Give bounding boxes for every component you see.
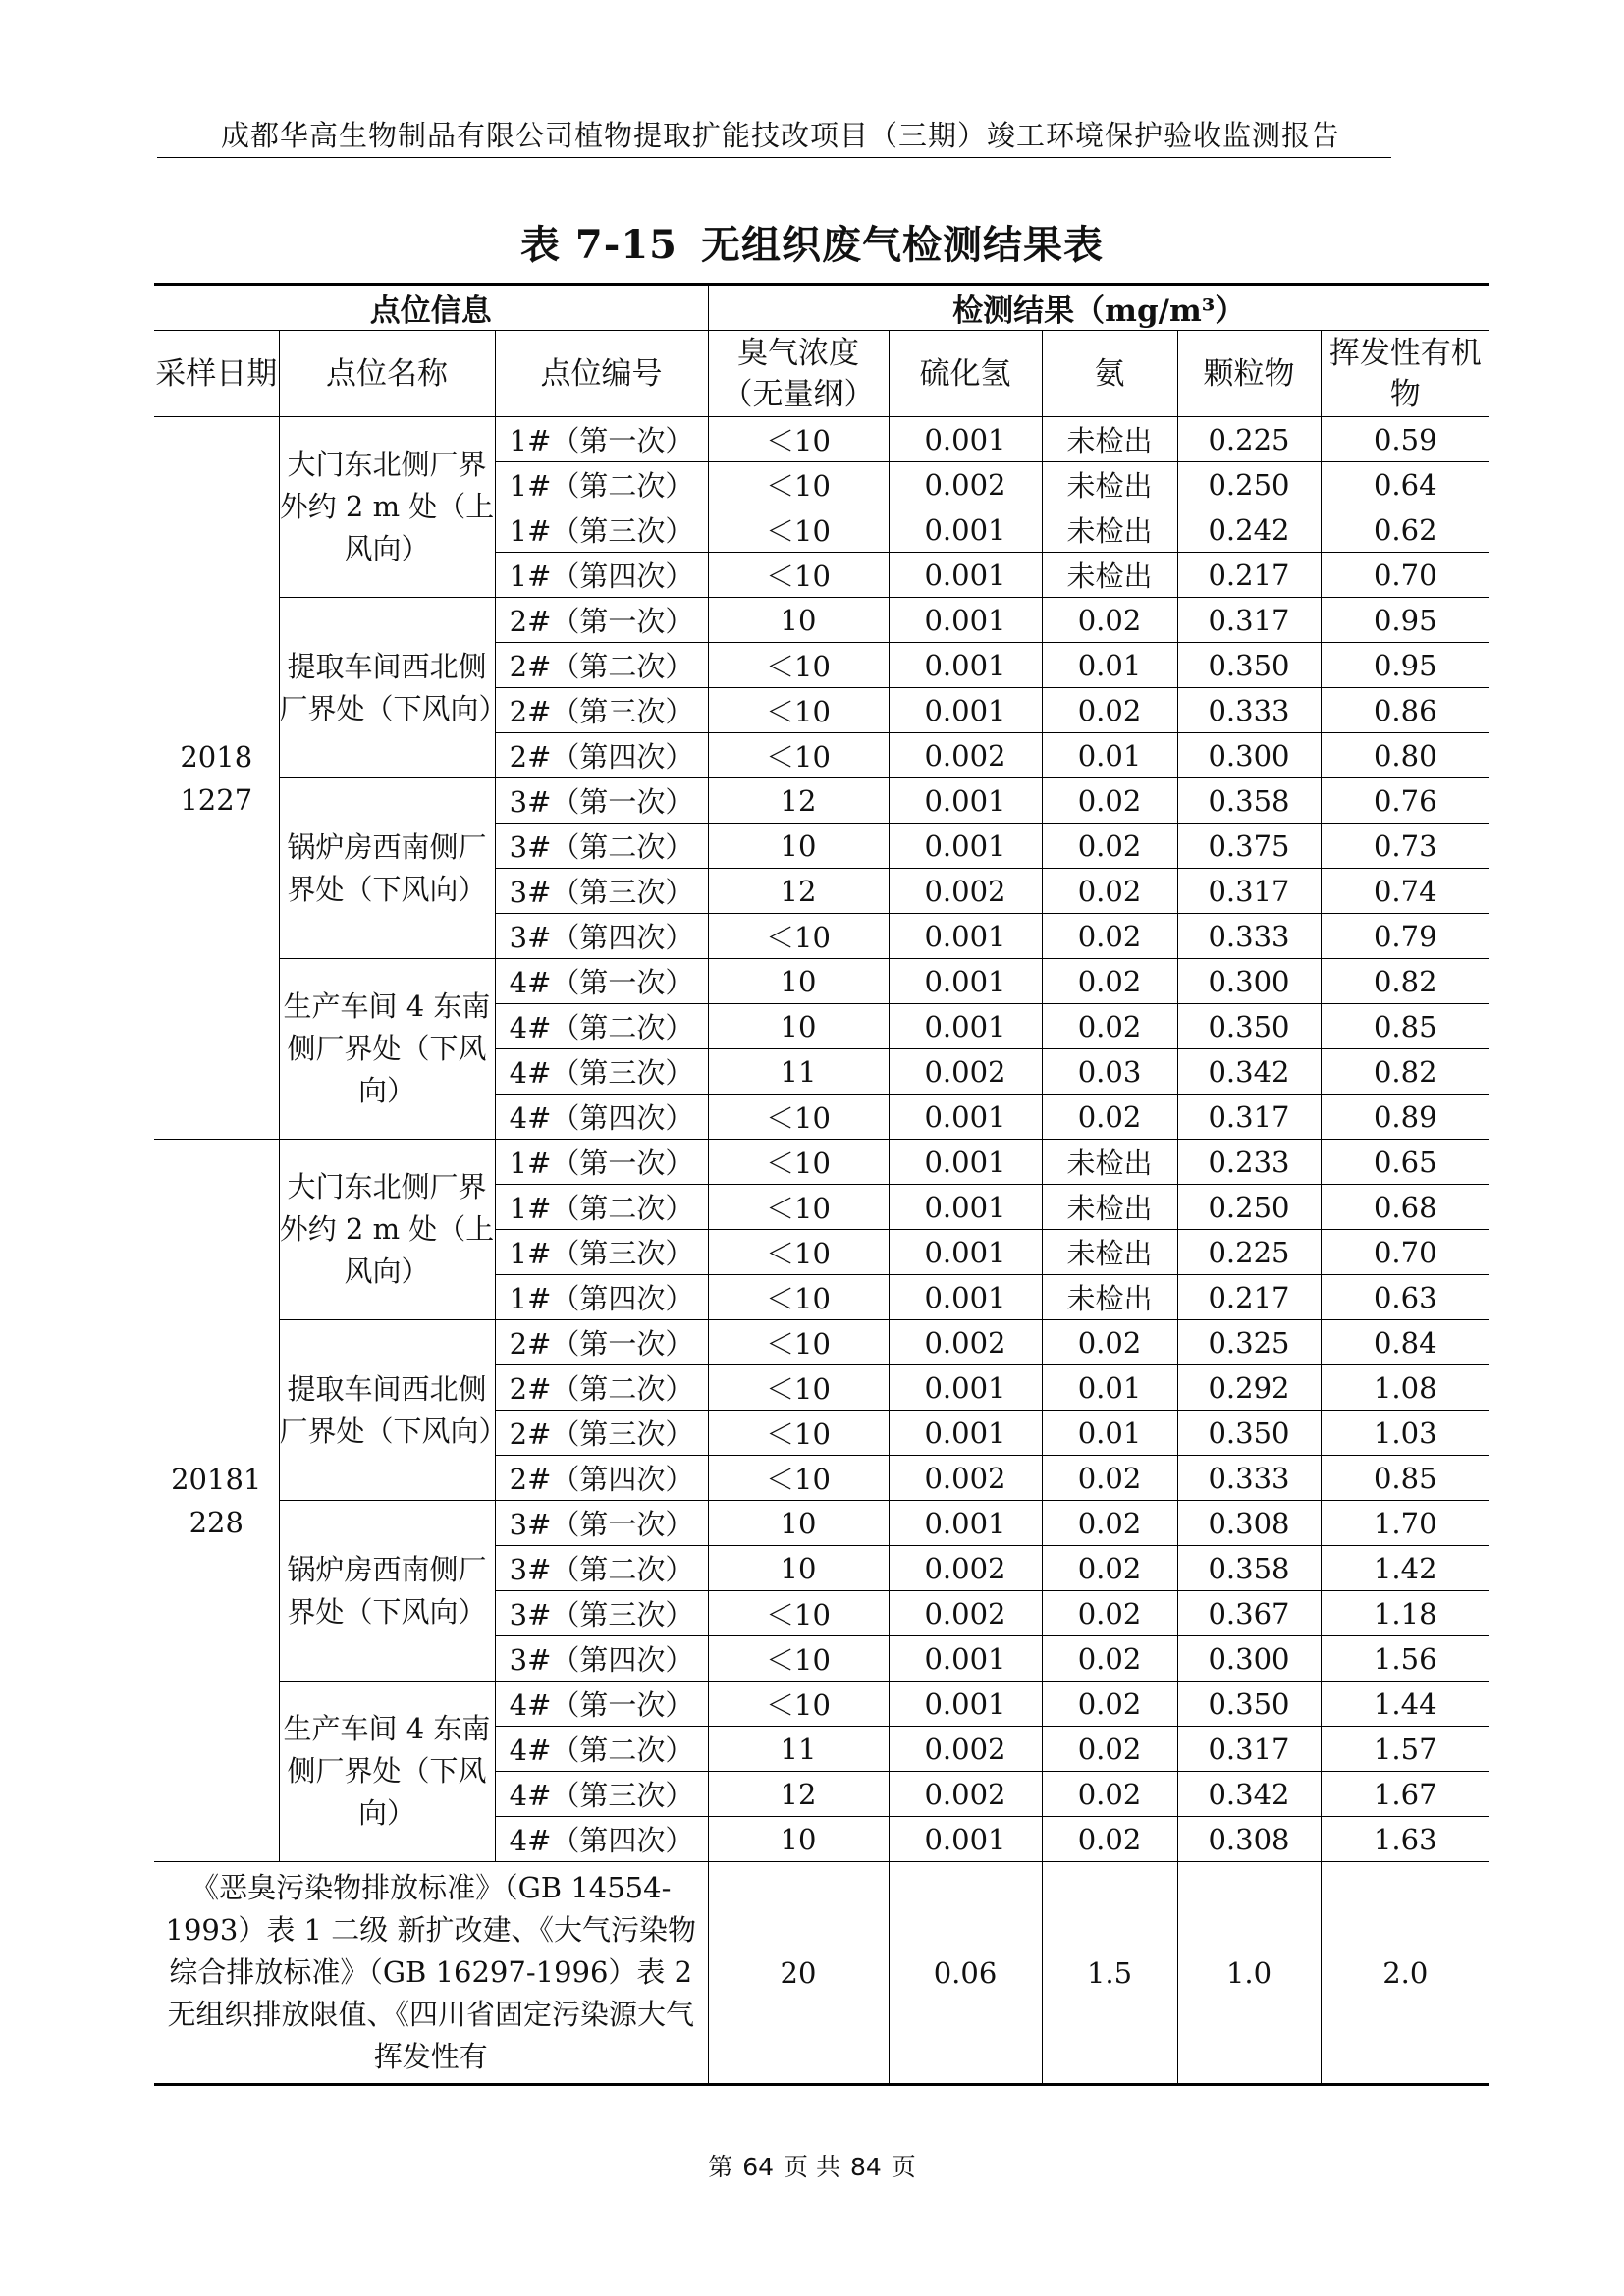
- particulate-cell: 0.333: [1177, 1456, 1321, 1501]
- date-column-header: 采样日期: [154, 331, 279, 417]
- site-code-cell: 3#（第二次）: [495, 1546, 708, 1591]
- odor-cell: ＜10: [708, 1411, 889, 1456]
- h2s-cell: 0.001: [889, 1004, 1042, 1049]
- voc-cell: 0.73: [1321, 824, 1489, 869]
- site-code-cell: 4#（第二次）: [495, 1004, 708, 1049]
- site-name-cell: 锅炉房西南侧厂界处（下风向）: [279, 778, 495, 959]
- particulate-cell: 0.250: [1177, 1185, 1321, 1230]
- voc-cell: 0.79: [1321, 914, 1489, 959]
- site-code-cell: 1#（第二次）: [495, 1185, 708, 1230]
- site-code-cell: 2#（第四次）: [495, 1456, 708, 1501]
- odor-cell: 10: [708, 598, 889, 643]
- voc-cell: 0.95: [1321, 598, 1489, 643]
- site-code-cell: 1#（第四次）: [495, 553, 708, 598]
- page-footer: [0, 2148, 1624, 2183]
- odor-cell: 10: [708, 1817, 889, 1862]
- voc-cell: 1.56: [1321, 1636, 1489, 1682]
- nh3-cell: 0.01: [1042, 643, 1177, 688]
- h2s-cell: 0.001: [889, 824, 1042, 869]
- odor-cell: ＜10: [708, 1140, 889, 1185]
- nh3-cell: 0.02: [1042, 1095, 1177, 1140]
- particulate-cell: 0.317: [1177, 1095, 1321, 1140]
- site-code-cell: 2#（第三次）: [495, 688, 708, 733]
- site-code-cell: 3#（第二次）: [495, 824, 708, 869]
- voc-cell: 0.95: [1321, 643, 1489, 688]
- odor-cell: 10: [708, 824, 889, 869]
- odor-cell: ＜10: [708, 1636, 889, 1682]
- voc-cell: 0.62: [1321, 507, 1489, 553]
- site-code-cell: 3#（第三次）: [495, 869, 708, 914]
- site-code-cell: 4#（第一次）: [495, 959, 708, 1004]
- h2s-cell: 0.001: [889, 1636, 1042, 1682]
- h2s-cell: 0.002: [889, 733, 1042, 778]
- odor-cell: ＜10: [708, 1320, 889, 1365]
- site-code-cell: 2#（第一次）: [495, 1320, 708, 1365]
- table-row: [154, 417, 1489, 462]
- running-header: 成都华高生物制品有限公司植物提取扩能技改项目（三期）竣工环境保护验收监测报告: [220, 119, 1340, 152]
- h2s-cell: 0.001: [889, 553, 1042, 598]
- particulate-cell: 0.317: [1177, 598, 1321, 643]
- h2s-cell: 0.001: [889, 1095, 1042, 1140]
- site-code-cell: 2#（第四次）: [495, 733, 708, 778]
- particulate-cell: 0.217: [1177, 1275, 1321, 1320]
- site-code-cell: 4#（第四次）: [495, 1817, 708, 1862]
- particulate-cell: 0.217: [1177, 553, 1321, 598]
- h2s-cell: 0.002: [889, 1320, 1042, 1365]
- particulate-cell: 0.317: [1177, 1727, 1321, 1772]
- h2s-cell: 0.001: [889, 1185, 1042, 1230]
- h2s-cell: 0.002: [889, 1727, 1042, 1772]
- particulate-cell: 0.308: [1177, 1501, 1321, 1546]
- h2s-cell: 0.002: [889, 1772, 1042, 1817]
- table-title: [0, 214, 1624, 270]
- nh3-cell: 0.02: [1042, 598, 1177, 643]
- sampling-date-cell: 20181 228: [154, 1140, 279, 1862]
- odor-cell: 10: [708, 959, 889, 1004]
- h2s-cell: 0.002: [889, 1049, 1042, 1095]
- voc-cell: 0.70: [1321, 1230, 1489, 1275]
- particulate-cell: 0.350: [1177, 1411, 1321, 1456]
- particulate-cell: 0.375: [1177, 824, 1321, 869]
- site-code-cell: 4#（第一次）: [495, 1682, 708, 1727]
- site-code-cell: 1#（第一次）: [495, 417, 708, 462]
- site-code-cell: 4#（第三次）: [495, 1772, 708, 1817]
- table-row: [154, 1682, 1489, 1727]
- site-code-cell: 4#（第四次）: [495, 1095, 708, 1140]
- odor-cell: ＜10: [708, 1365, 889, 1411]
- voc-cell: 1.03: [1321, 1411, 1489, 1456]
- h2s-cell: 0.001: [889, 417, 1042, 462]
- odor-cell: ＜10: [708, 1456, 889, 1501]
- nh3-cell: 0.02: [1042, 959, 1177, 1004]
- particulate-cell: 0.250: [1177, 462, 1321, 507]
- nh3-cell: 0.01: [1042, 1365, 1177, 1411]
- nh3-cell: 未检出: [1042, 1140, 1177, 1185]
- odor-cell: ＜10: [708, 1185, 889, 1230]
- voc-cell: 0.89: [1321, 1095, 1489, 1140]
- site-code-cell: 1#（第三次）: [495, 1230, 708, 1275]
- results-body: [154, 417, 1489, 1862]
- odor-cell: ＜10: [708, 553, 889, 598]
- footer-current-page: 64: [742, 2153, 775, 2181]
- h2s-cell: 0.001: [889, 959, 1042, 1004]
- voc-cell: 0.70: [1321, 553, 1489, 598]
- nh3-cell: 0.02: [1042, 1591, 1177, 1636]
- nh3-cell: 0.02: [1042, 1817, 1177, 1862]
- table-row: [154, 959, 1489, 1004]
- particulate-cell: 0.300: [1177, 1636, 1321, 1682]
- site-name-cell: 提取车间西北侧厂界处（下风向）: [279, 1320, 495, 1501]
- nh3-cell: 0.02: [1042, 1772, 1177, 1817]
- voc-column-header: 挥发性有机物: [1321, 331, 1489, 417]
- standard-h2s: 0.06: [889, 1862, 1042, 2085]
- voc-cell: 0.86: [1321, 688, 1489, 733]
- voc-cell: 1.67: [1321, 1772, 1489, 1817]
- odor-cell: 11: [708, 1727, 889, 1772]
- site-code-cell: 3#（第四次）: [495, 1636, 708, 1682]
- particulate-cell: 0.342: [1177, 1049, 1321, 1095]
- h2s-cell: 0.001: [889, 1817, 1042, 1862]
- footer-total-pages: 84: [849, 2153, 882, 2181]
- h2s-cell: 0.001: [889, 507, 1042, 553]
- odor-cell: 10: [708, 1546, 889, 1591]
- particulate-column-header: 颗粒物: [1177, 331, 1321, 417]
- table-title-text: 无组织废气检测结果表: [701, 222, 1105, 268]
- particulate-cell: 0.300: [1177, 959, 1321, 1004]
- h2s-cell: 0.002: [889, 869, 1042, 914]
- voc-cell: 0.74: [1321, 869, 1489, 914]
- h2s-cell: 0.001: [889, 778, 1042, 824]
- particulate-cell: 0.242: [1177, 507, 1321, 553]
- site-code-cell: 4#（第三次）: [495, 1049, 708, 1095]
- voc-cell: 0.84: [1321, 1320, 1489, 1365]
- particulate-cell: 0.225: [1177, 417, 1321, 462]
- odor-cell: ＜10: [708, 688, 889, 733]
- site-name-cell: 大门东北侧厂界外约 2 m 处（上风向）: [279, 417, 495, 598]
- nh3-column-header: 氨: [1042, 331, 1177, 417]
- header-rule: [157, 157, 1391, 158]
- site-code-cell: 3#（第一次）: [495, 1501, 708, 1546]
- table-number: 表 7-15: [519, 222, 678, 268]
- voc-cell: 0.82: [1321, 1049, 1489, 1095]
- odor-cell: ＜10: [708, 1095, 889, 1140]
- voc-cell: 0.76: [1321, 778, 1489, 824]
- odor-cell: 10: [708, 1004, 889, 1049]
- particulate-cell: 0.333: [1177, 914, 1321, 959]
- particulate-cell: 0.350: [1177, 1004, 1321, 1049]
- h2s-cell: 0.001: [889, 1411, 1042, 1456]
- particulate-cell: 0.225: [1177, 1230, 1321, 1275]
- particulate-cell: 0.233: [1177, 1140, 1321, 1185]
- particulate-cell: 0.358: [1177, 1546, 1321, 1591]
- voc-cell: 0.64: [1321, 462, 1489, 507]
- particulate-cell: 0.358: [1177, 778, 1321, 824]
- nh3-cell: 0.02: [1042, 1501, 1177, 1546]
- nh3-cell: 0.02: [1042, 1320, 1177, 1365]
- voc-cell: 1.63: [1321, 1817, 1489, 1862]
- particulate-cell: 0.308: [1177, 1817, 1321, 1862]
- site-code-column-header: 点位编号: [495, 331, 708, 417]
- nh3-cell: 0.02: [1042, 778, 1177, 824]
- standard-odor: 20: [708, 1862, 889, 2085]
- table-row: [154, 1320, 1489, 1365]
- odor-cell: ＜10: [708, 507, 889, 553]
- site-name-cell: 生产车间 4 东南侧厂界处（下风向）: [279, 959, 495, 1140]
- h2s-cell: 0.001: [889, 1365, 1042, 1411]
- footer-mid: 页 共: [784, 2153, 840, 2181]
- odor-cell: ＜10: [708, 1275, 889, 1320]
- h2s-cell: 0.001: [889, 1501, 1042, 1546]
- h2s-cell: 0.001: [889, 688, 1042, 733]
- voc-cell: 0.82: [1321, 959, 1489, 1004]
- voc-cell: 0.80: [1321, 733, 1489, 778]
- nh3-cell: 0.03: [1042, 1049, 1177, 1095]
- nh3-cell: 0.02: [1042, 914, 1177, 959]
- site-info-header: 点位信息: [154, 285, 708, 331]
- site-code-cell: 1#（第一次）: [495, 1140, 708, 1185]
- h2s-cell: 0.002: [889, 1591, 1042, 1636]
- particulate-cell: 0.317: [1177, 869, 1321, 914]
- particulate-cell: 0.325: [1177, 1320, 1321, 1365]
- site-name-cell: 提取车间西北侧厂界处（下风向）: [279, 598, 495, 778]
- nh3-cell: 0.02: [1042, 824, 1177, 869]
- site-code-cell: 3#（第一次）: [495, 778, 708, 824]
- voc-cell: 1.08: [1321, 1365, 1489, 1411]
- site-name-cell: 大门东北侧厂界外约 2 m 处（上风向）: [279, 1140, 495, 1320]
- site-code-cell: 3#（第三次）: [495, 1591, 708, 1636]
- particulate-cell: 0.333: [1177, 688, 1321, 733]
- nh3-cell: 0.02: [1042, 688, 1177, 733]
- standard-voc: 2.0: [1321, 1862, 1489, 2085]
- site-code-cell: 2#（第二次）: [495, 643, 708, 688]
- site-code-cell: 2#（第一次）: [495, 598, 708, 643]
- nh3-cell: 0.01: [1042, 1411, 1177, 1456]
- voc-cell: 0.68: [1321, 1185, 1489, 1230]
- group-header-row: [154, 285, 1489, 331]
- h2s-cell: 0.001: [889, 598, 1042, 643]
- standard-nh3: 1.5: [1042, 1862, 1177, 2085]
- site-code-cell: 2#（第三次）: [495, 1411, 708, 1456]
- footer-prefix: 第: [708, 2153, 733, 2181]
- h2s-cell: 0.001: [889, 1140, 1042, 1185]
- voc-cell: 1.70: [1321, 1501, 1489, 1546]
- odor-cell: 12: [708, 1772, 889, 1817]
- odor-cell: ＜10: [708, 462, 889, 507]
- nh3-cell: 0.02: [1042, 1682, 1177, 1727]
- nh3-cell: 0.02: [1042, 1636, 1177, 1682]
- nh3-cell: 0.02: [1042, 1727, 1177, 1772]
- nh3-cell: 未检出: [1042, 507, 1177, 553]
- h2s-cell: 0.001: [889, 1230, 1042, 1275]
- h2s-cell: 0.002: [889, 1456, 1042, 1501]
- voc-cell: 0.85: [1321, 1004, 1489, 1049]
- odor-cell: ＜10: [708, 1682, 889, 1727]
- particulate-cell: 0.300: [1177, 733, 1321, 778]
- nh3-cell: 未检出: [1042, 553, 1177, 598]
- h2s-cell: 0.001: [889, 643, 1042, 688]
- nh3-cell: 0.02: [1042, 1546, 1177, 1591]
- standard-text: 《恶臭污染物排放标准》（GB 14554-1993）表 1 二级 新扩改建、《大气污染物综合排放标准》（GB 16297-1996）表 2 无组织排放限值、《四川省固定污染源大气挥发性有: [154, 1862, 708, 2085]
- nh3-cell: 0.02: [1042, 1004, 1177, 1049]
- site-name-cell: 生产车间 4 东南侧厂界处（下风向）: [279, 1682, 495, 1862]
- odor-cell: ＜10: [708, 733, 889, 778]
- odor-column-header: 臭气浓度（无量纲）: [708, 331, 889, 417]
- table-row: [154, 598, 1489, 643]
- nh3-cell: 0.02: [1042, 869, 1177, 914]
- h2s-cell: 0.001: [889, 914, 1042, 959]
- table-row: [154, 1501, 1489, 1546]
- nh3-cell: 未检出: [1042, 1275, 1177, 1320]
- voc-cell: 1.57: [1321, 1727, 1489, 1772]
- standard-row: [154, 1862, 1489, 2085]
- voc-cell: 0.85: [1321, 1456, 1489, 1501]
- h2s-cell: 0.001: [889, 1275, 1042, 1320]
- sampling-date-cell: 2018 1227: [154, 417, 279, 1140]
- nh3-cell: 0.02: [1042, 1456, 1177, 1501]
- particulate-cell: 0.367: [1177, 1591, 1321, 1636]
- site-code-cell: 3#（第四次）: [495, 914, 708, 959]
- site-name-cell: 锅炉房西南侧厂界处（下风向）: [279, 1501, 495, 1682]
- odor-cell: ＜10: [708, 417, 889, 462]
- column-header-row: [154, 331, 1489, 417]
- particulate-cell: 0.292: [1177, 1365, 1321, 1411]
- results-table: [154, 283, 1489, 2086]
- site-name-column-header: 点位名称: [279, 331, 495, 417]
- site-code-cell: 1#（第三次）: [495, 507, 708, 553]
- odor-cell: 11: [708, 1049, 889, 1095]
- odor-cell: ＜10: [708, 1230, 889, 1275]
- site-code-cell: 1#（第二次）: [495, 462, 708, 507]
- h2s-cell: 0.002: [889, 462, 1042, 507]
- voc-cell: 0.65: [1321, 1140, 1489, 1185]
- table-row: [154, 1140, 1489, 1185]
- h2s-cell: 0.002: [889, 1546, 1042, 1591]
- odor-cell: 12: [708, 869, 889, 914]
- h2s-cell: 0.001: [889, 1682, 1042, 1727]
- table-row: [154, 778, 1489, 824]
- site-code-cell: 4#（第二次）: [495, 1727, 708, 1772]
- voc-cell: 1.44: [1321, 1682, 1489, 1727]
- nh3-cell: 0.01: [1042, 733, 1177, 778]
- nh3-cell: 未检出: [1042, 417, 1177, 462]
- particulate-cell: 0.342: [1177, 1772, 1321, 1817]
- footer-suffix: 页: [891, 2153, 916, 2181]
- odor-cell: ＜10: [708, 1591, 889, 1636]
- particulate-cell: 0.350: [1177, 1682, 1321, 1727]
- results-header: 检测结果（mg/m³）: [708, 285, 1489, 331]
- odor-cell: ＜10: [708, 914, 889, 959]
- voc-cell: 0.59: [1321, 417, 1489, 462]
- particulate-cell: 0.350: [1177, 643, 1321, 688]
- h2s-column-header: 硫化氢: [889, 331, 1042, 417]
- site-code-cell: 2#（第二次）: [495, 1365, 708, 1411]
- voc-cell: 1.18: [1321, 1591, 1489, 1636]
- odor-cell: 12: [708, 778, 889, 824]
- standard-particulate: 1.0: [1177, 1862, 1321, 2085]
- site-code-cell: 1#（第四次）: [495, 1275, 708, 1320]
- nh3-cell: 未检出: [1042, 1230, 1177, 1275]
- nh3-cell: 未检出: [1042, 462, 1177, 507]
- odor-cell: ＜10: [708, 643, 889, 688]
- odor-cell: 10: [708, 1501, 889, 1546]
- voc-cell: 1.42: [1321, 1546, 1489, 1591]
- voc-cell: 0.63: [1321, 1275, 1489, 1320]
- nh3-cell: 未检出: [1042, 1185, 1177, 1230]
